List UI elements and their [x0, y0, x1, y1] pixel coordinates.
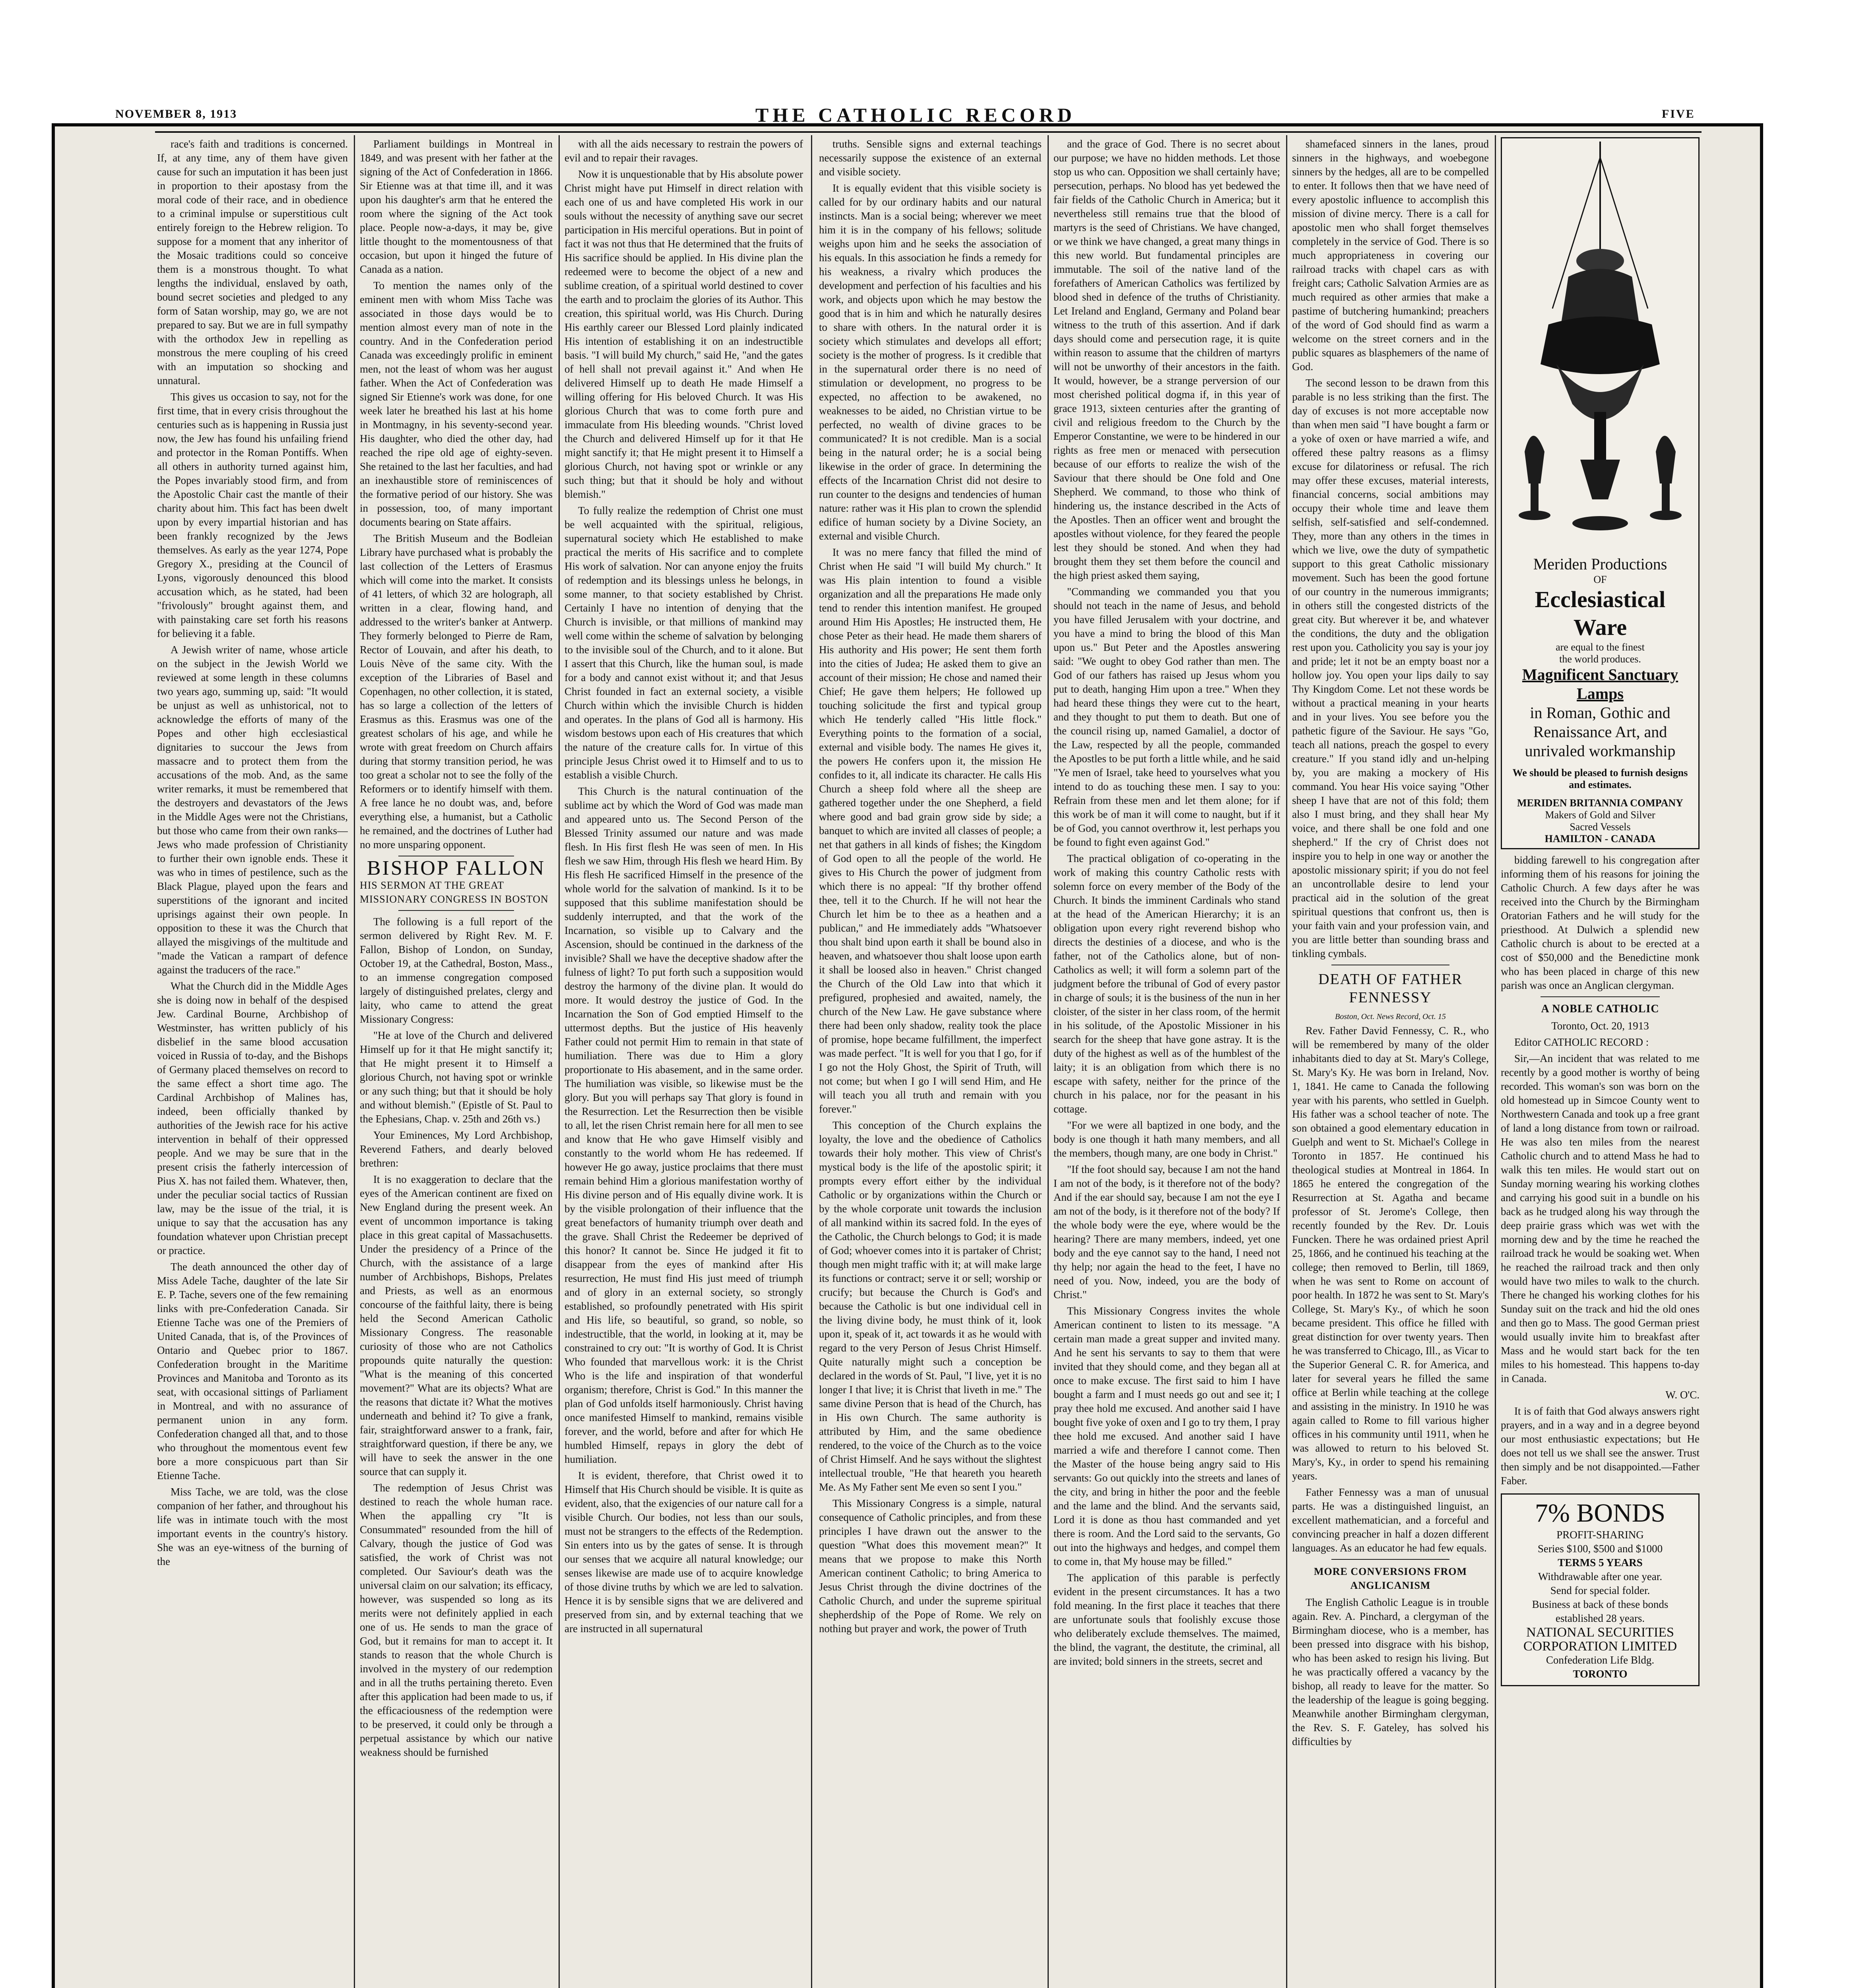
divider [1331, 1559, 1449, 1560]
column-divider [1495, 135, 1496, 1988]
ad-line: MERIDEN BRITANNIA COMPANY [1517, 797, 1683, 809]
ad-line: TORONTO [1573, 1668, 1628, 1680]
ad-line: CORPORATION LIMITED [1523, 1639, 1677, 1654]
ad-line: in Roman, Gothic and [1530, 704, 1671, 722]
ad-line: Makers of Gold and Silver [1545, 809, 1655, 821]
paragraph: The following is a full report of the sermon delivered by Right Rev. M. F. Fallon, Bishop of London, on Sunday, October 19, at the Cathedral, Boston, Mass., to an immense congregation composed largely of distinguished prelates, clergy and laity, who came to attend the great Missionary Congress: [360, 916, 553, 1025]
masthead: THE CATHOLIC RECORD [755, 104, 1076, 126]
paragraph: The practical obligation of co-operating in the work of making this country Catholic rests with solemn force on every member of the Body of the Church. It binds the imminent Cardinals who stand at the head of the American Hierarchy; it is an obligation upon every right reverend bishop who directs the destinies of a diocese, and who is the father, not of the Catholics alone, but of non-Catholics as well; it will form a solemn part of the judgment before the tribunal of God of every pastor in charge of souls; it is the business of the nun in her cloister, of the sister in her class room, of the hermit in his solitude, of the Apostolic Missioner in his search for the sheep that have gone astray. It is the duty of the highest as well as of the humblest of the laity; it is an obligation from which there is no escape with safety, neither for the prince of the church in his palace, nor for the peasant in his cottage. [1054, 852, 1280, 1115]
paragraph: To fully realize the redemption of Christ one must be well acquainted with the spiritual, religious, supernatural society which He established to make practical the merits of His sacrifice and to complete His work of salvation. Nor can anyone enjoy the fruits of redemption and its blessings unless he belongs, in some manner, to that society established by Christ. Certainly I have no intention of denying that the Church is invisible, or that millions of mankind may well come within the scheme of salvation by belonging to the invisible soul of the Church, and to it alone. But I assert that this Church, like the human soul, is made for a body and cannot exist without it; and that Jesus Christ founded in fact an external society, a visible Church within which the invisible Church is hidden and operates. In the plans of God all is harmony. His wisdom bestows upon each of His creatures that which the nature of the creature calls for. In virtue of this principle Jesus Christ owed it to Himself and to us to establish a visible Church. [565, 505, 803, 781]
ad-line: Magnificent Sanctuary Lamps [1522, 666, 1678, 703]
column-5 [1054, 137, 1280, 1988]
paragraph: The second lesson to be drawn from this parable is no less striking than the first. The day of excuses is not more acceptable now than when men said "I have bought a farm or a yoke of oxen or have married a wife, and offered these paltry reasons as a flimsy excuse for dilatoriness or refusal. The rich may offer these excuses, material interests, financial concerns, social ambitions may occupy their whole time and leave them selfish, self-satisfied and self-condemned. They, more than any others in the times in which we live, owe the duty of sympathetic support to this great Catholic missionary movement. Such has been the good fortune of our country in the numerous immigrants; in others still the congested districts of the great city. But wherever it be, and whatever the conditions, the duty and the obligation rest upon you. Catholicity you say is your joy and pride; let it not be an empty boast nor a hollow joy. You open your lips daily to say Thy Kingdom Come. Let not these words be without a practical meaning in your hearts and in your lives. You see before you the pathetic figure of the Saviour. He says "Go, teach all nations, preach the gospel to every creature." If you stand idly and un-helping by, you are making a mockery of His command. You hear His voice saying "Other sheep I have that are not of this fold; them also I must bring, and they shall hear My voice, and there shall be one fold and one shepherd." If the cry of Christ does not inspire you to help in one way or another the apostolic missionary spirit; if you do not feel an uncontrollable desire to lend your practical aid in the solution of the great spiritual questions that confront us, then is your faith vain and your profession vain, and you are little better than sounding brass and tinkling cymbals. [1292, 377, 1489, 959]
column-divider [559, 135, 560, 1988]
advertisement-meriden [1501, 137, 1700, 849]
ad-line: Renaissance Art, and [1533, 723, 1667, 741]
paragraph: This Missionary Congress is a simple, natural consequence of Catholic principles, and from these principles I have drawn out the answer to the question "What does this movement mean?" It means that we propose to make this North American continent Catholic; to bring America to Jesus Christ through the divine doctrines of the Catholic Church, and under the supreme spiritual shepherdship of the Pope of Rome. We rely on nothing but prayer and work, the power of Truth [819, 1497, 1042, 1635]
paragraph: The application of this parable is perfectly evident in the present circumstances. It has a two fold meaning. In the first place it teaches that there are unfortunate souls that foolishly excuse those who deliberately exclude themselves. The maimed, the blind, the vagrant, the destitute, the criminal, all are invited; bold sinners in the streets, secret and [1054, 1572, 1280, 1667]
article-headline: A NOBLE CATHOLIC [1541, 1003, 1659, 1015]
article-headline: DEATH OF FATHER FENNESSY [1318, 971, 1463, 1006]
article-subheadline: HIS SERMON AT THE GREAT MISSIONARY CONGRESS IN BOSTON [360, 879, 549, 905]
dateline: Toronto, Oct. 20, 1913 [1551, 1020, 1649, 1032]
paragraph: race's faith and traditions is concerned. If, at any time, any of them have given cause for such an imputation it has been just in proportion to their apostasy from the moral code of their race, and in obedience to a criminal impulse or superstitious cult entirely foreign to the Hebrew religion. To suppose for a moment that any inheritor of the Mosaic traditions could so conceive them is a monstrous thought. To what lengths the individual, enslaved by oath, bound secret societies and pledged to any form of Satan worship, may go, we are not prepared to say. But we are in full sympathy with the orthodox Jew in repelling as monstrous the mere coupling of his creed with an imputation so shocking and unnatural. [157, 138, 348, 386]
paragraph: and the grace of God. There is no secret about our purpose; we have no hidden methods. Let those stop us who can. Opposition we shall certainly have; persecution, perhaps. No blood has yet bedewed the fair fields of the Catholic Church in America; but it nevertheless still remains true that the blood of martyrs is the seed of Christians. We have changed, or we think we have changed, a great many things in this new world. But fundamental principles are immutable. The soil of the native land of the forefathers of American Catholics was fertilized by blood shed in defence of the truths of Christianity. Let Ireland and England, Germany and Poland bear witness to the truth of this assertion. And if dark days should come and persecution rage, it is quite within reason to assume that the children of martyrs will not be unworthy of their ancestors in the faith. It would, however, be a strange perversion of our most cherished political dogma if, in this year of grace 1913, sixteen centuries after the granting of civil and religious freedom to the Church by the Emperor Constantine, we were to be hindered in our rights as free men or menaced with persecution because of our efforts to realize the wish of the Saviour that there should be One fold and One Shepherd. We command, to those who think of hindering us, the instance described in the Acts of the Apostles. Then an officer went and brought the apostles without violence, for they feared the people lest they should be stoned. And when they had brought them they set them before the council and the high priest asked them saying, [1054, 138, 1280, 581]
paragraph: with all the aids necessary to restrain the powers of evil and to repair their ravages. [565, 138, 803, 164]
header-rule [155, 131, 1702, 133]
paragraph: The British Museum and the Bodleian Library have purchased what is probably the last collection of the Letters of Erasmus which will come into the market. It consists of 41 letters, of which 32 are holograph, all written in a clear, flowing hand, and addressed to the writer's banker at Antwerp. They formerly belonged to Pierre de Ram, Rector of Louvain, and after his death, to Louis Nève of the same city. With the exception of the Libraries of Basel and Copenhagen, no other collection, it is stated, has so large a collection of the letters of Erasmus as this. Erasmus was one of the greatest scholars of his age, and while he wrote with great freedom on Church affairs during that stormy transition period, he was too great a scholar not to see the folly of the Reformers or to identify himself with them. A free lance he no doubt was, and, before everything else, a humanist, but a Catholic he remained, and the doctrines of Luther had no more unsparing opponent. [360, 532, 553, 850]
paragraph: Parliament buildings in Montreal in 1849, and was present with her father at the signing of the Act of Confederation in 1866. Sir Etienne was at that time ill, and it was upon his daughter's arm that he entered the room where the signing of the Act took place. People now-a-days, it may be, give little thought to the momentousness of that occasion, but upon it hinged the future of Canada as a nation. [360, 138, 553, 275]
paragraph: Now it is unquestionable that by His absolute power Christ might have put Himself in direct relation with each one of us and have completed His work in our souls without the necessity of anything save our secret participation in His merciful operations. But in point of fact it was not thus that He determined that the fruits of His sacrifice should be applied. In His divine plan the redeemed were to become the object of a new and sublime creation, of a spiritual world destined to cover the earth and to proclaim the glories of its Author. This creation, this spiritual world, was His Church. During His earthly career our Blessed Lord plainly indicated His intention of establishing it on an indestructible basis. "I will build My church," said He, "and the gates of hell shall not prevail against it." And when He delivered Himself up to death He made Himself a willing offering for His beloved Church. It was His glorious Church that was to come forth pure and immaculate from His bleeding wounds. "Christ loved the Church and delivered Himself up for it that He might sanctify it; that He might present it to Himself a glorious Church, not having spot or wrinkle or any such thing; but that it should be holy and without blemish." [565, 168, 803, 500]
page-header [0, 103, 1851, 135]
ad-line: Series $100, $500 and $1000 [1537, 1543, 1663, 1555]
paragraph: It is evident, therefore, that Christ owed it to Himself that His Church should be visible. It is quite as evident, also, that the exigencies of our nature call for a visible Church. Our bodies, not less than our souls, must not be strangers to the effects of the Redemption. Sin enters into us by the gates of sense. It is through our senses that we acquire all natural knowledge; our senses likewise are made use of to acquire knowledge of those divine truths by which we are led to salvation. Hence it is by sensible signs that we are delivered and preserved from sin, and by external teaching that we are instructed in all supernatural [565, 1470, 803, 1635]
paragraph: Sir,—An incident that was related to me recently by a good mother is worthy of being recorded. This woman's son was born on the old homestead up in Simcoe County went to Northwestern Canada and took up a free grant of land a long distance from town or railroad. He was also ten miles from the nearest Catholic church and to attend Mass he had to walk this ten miles. He would start out on Sunday morning wearing his working clothes and carrying his good suit in a bundle on his back as he trudged along his way through the deep prairie grass which was wet with the morning dew and by the time he reached the railroad track he would be soaking wet. When he reached the railroad track and then only would have two miles to walk to the church. There he changed his working clothes for his Sunday suit on the track and hid the old ones and then go to Mass. The good German priest would usually invite him to breakfast after Mass and he would start back for the ten miles to his homestead. This happens to-day in Canada. [1501, 1052, 1700, 1384]
paragraph: bidding farewell to his congregation after informing them of his reasons for joining the Catholic Church. A few days after he was received into the Church by the Birmingham Oratorian Fathers and he will study for the priesthood. At Dulwich a splendid new Catholic church is about to be erected at a cost of $50,000 and the Benedictine monk who has been placed in charge of this new parish was once an Anglican clergyman. [1501, 854, 1700, 991]
paragraph: This Church is the natural continuation of the sublime act by which the Word of God was made man and appeared unto us. The Second Person of the Blessed Trinity assumed our nature and was made flesh. In His first flesh He was seen of men. In His flesh we saw Him, through His flesh we heard Him. By His flesh He sacrificed Himself in the presence of the whole world for the salvation of mankind. Is it to be supposed that this sublime manifestation should be suddenly interrupted, and that the work of the Incarnation, so visible up to Calvary and the Ascension, should be continued in the darkness of the invisible? Shall we have the deceptive shadow after the fulness of light? To put forth such a supposition would destroy the harmony of the divine plan. It would do more. It would destroy the justice of God. In the Incarnation the Son of God emptied Himself to the uttermost depths. But the justice of His heavenly Father could not permit Him to remain in that state of humiliation. There was due to Him a glory proportionate to His abasement, and in the same order. The humiliation was visible, so likewise must be the glory. But you will perhaps say That glory is found in the Resurrection. Let the Resurrection then be visible to all, let the risen Christ remain here for all men to see and know that He who gave Himself visibly and constantly to the world whom He has redeemed. If however He go away, justice proclaims that there must remain behind Him a glorious manifestation worthy of His divine person and of His equally divine work. It is by the visible prolongation of their influence that the great benefactors of humanity triumph over death and the grave. Shall Christ the Redeemer be deprived of this honor? It cannot be. Since He judged it fit to disappear from the eyes of mankind after His resurrection, He must find His just meed of triumph and of glory in an external society, so strongly established, so profoundly penetrated with His spirit and His life, so beautiful, so grand, so noble, so indestructible, that the world, in looking at it, may be constrained to cry out: "It is worthy of God. It is Christ Who founded that marvellous work: it is the Christ Who is the life and inspiration of that wonderful organism; therefore, Christ is God." In this manner the plan of God unfolds itself harmoniously. Christ having once manifested Himself to mankind, remains visible forever, and the world, before and after for which He humbled Himself, repays in glory the debt of humiliation. [565, 785, 803, 1465]
byline: Boston, Oct. News Record, Oct. 15 [1335, 1012, 1446, 1021]
ad-title: 7% BONDS [1535, 1499, 1666, 1528]
article-headline: BISHOP FALLON [367, 857, 546, 879]
ad-line: PROFIT-SHARING [1556, 1529, 1644, 1541]
sanctuary-lamp-illustration [1509, 142, 1692, 551]
ad-line: are equal to the finest [1556, 641, 1645, 653]
paragraph: It is equally evident that this visible society is called for by our ordinary habits and our natural instincts. Man is a social being; wherever we meet him it is in the company of his fellows; solitude weighs upon him and he seeks the association of his equals. In this association he finds a remedy for his weakness, a rivalry which produces the development and perfection of his faculties and his work, and objects upon which he may bestow the good that is in him and which he naturally desires to share with others. In the natural order it is society which stimulates and develops all effort; society is the mother of progress. Is it credible that in the supernatural order there is no need of stimulation or development, no progress to be expected, no affection to be awakened, no weaknesses to be aided, no Christian virtue to be perfected, no wealth of divine graces to be communicated? It is not credible. Man is a social being in the natural order; he is a social being likewise in the order of grace. In determining the effects of the Incarnation Christ did not desire to run counter to the designs and tendencies of human nature: rather was it His plan to crown the splendid edifice of human society by a Divine Society, an external and visible Church. [819, 182, 1042, 542]
article-headline: MORE CONVERSIONS FROM ANGLICANISM [1314, 1566, 1467, 1591]
ad-line: Meriden Productions [1533, 555, 1667, 573]
signature: W. O'C. [1665, 1389, 1700, 1401]
paragraph: It is no exaggeration to declare that the eyes of the American continent are fixed on New England during the present week. An event of uncommon importance is taking place in this great capital of Massachusetts. Under the presidency of a Prince of the Church, with the assistance of a large number of Archbishops, Bishops, Prelates and Priests, as well as an enormous concourse of the faithful laity, there is being held the Second American Catholic Missionary Congress. The reasonable curiosity of those who are not Catholics propounds quite naturally the question: "What is the meaning of this concerted movement?" What are its objects? What are the reasons that dictate it? What the motives underneath and behind it? To give a frank, fair, straightforward answer to a frank, fair, straightforward question, if there be any, we will have to seek the answer in the one source that can supply it. [360, 1173, 553, 1477]
paragraph: This Missionary Congress invites the whole American continent to listen to its message. "A certain man made a great supper and invited many. And he sent his servants to say to them that were invited that they should come, and they began all at once to make excuse. The first said to him I have bought a farm and I must needs go out and see it; I pray thee hold me excused. And another said I have bought five yoke of oxen and I go to try them, I pray thee hold me excused. And another said I have married a wife and therefore I cannot come. Then the Master of the house being angry said to His servants: Go out quickly into the streets and lanes of the city, and bring in hither the poor and the feeble and the lame and the blind. And the servants said, Lord it is done as thou hast commanded and yet there is room. And the Lord said to the servants, Go out into the highways and hedges, and compel them to come in, that My house may be filled." [1054, 1305, 1280, 1567]
paragraph: shamefaced sinners in the lanes, proud sinners in the highways, and woebegone sinners by the hedges, all are to be compelled to enter. It follows then that we have need of every apostolic influence to accomplish this mission of divine mercy. There is a call for apostolic men who shall forget themselves completely in the service of God. There is so much appropriateness in covering our railroad tracks with chapel cars as with freight cars; Catholic Salvation Armies are as much required as other armies that make a pastime of butchering humankind; preachers of the word of God should find as warm a welcome on the street corners and in the public squares as blasphemers of the name of God. [1292, 138, 1489, 373]
ad-line: TERMS 5 YEARS [1558, 1557, 1643, 1569]
ad-line: We should be pleased to furnish designs and estimates. [1512, 767, 1688, 790]
paragraph: To mention the names only of the eminent men with whom Miss Tache was associated in those days would be to mention almost every man of note in the country. And in the Confederation period Canada was exceedingly prolific in eminent men, not the least of whom was her august father. When the Act of Confederation was signed Sir Etienne's work was done, for one week later he breathed his last at his home in Montmagny, in his seventy-second year. His daughter, who died the other day, had reached the ripe old age of eighty-seven. She retained to the last her faculties, and had an inexhaustible store of reminiscences of the formative period of our history. She was in possession, too, of many important documents bearing on State affairs. [360, 280, 553, 528]
ad-line: Send for special folder. [1550, 1584, 1650, 1596]
paragraph: It was no mere fancy that filled the mind of Christ when He said "I will build My church." It was His plain intention to found a visible organization and all the preparations He made only tend to render this intention manifest. He grouped around Him His Apostles; He instructed them, He chose Peter as their head. He made them sharers of His authority and His power; He sent them forth into the cities of Judea; He asked them to give an account of their mission; He chose and named their Chief; He gave them helpers; He followed up touching solicitude the first and typical group which He tenderly called "His little flock." Everything points to the formation of a social, external and visible body. The names He gives it, the powers He confers upon it, the mission He confides to it, all indicate its character. He calls His Church a sheep fold where all the sheep are gathered together under the one Shepherd, a field where good and bad grain grow side by side; a banquet to which are invited all classes of people; a net that gathers in all kinds of fishes; the Kingdom of God open to all the people of the world. He gives to His Church the power of judgment from which there is no appeal: "If thy brother offend thee, tell it to the Church. If he will not hear the Church let him be to thee as a heathen and a publican," and He immediately adds "Whatsoever thou shalt bind upon earth it shall be bound also in heaven, and whatsoever thou shalt loose upon earth it shall be loosed also in heaven." Christ changed the Church of the Old Law into that which it prefigured, prophesied and awaited, namely, the church of the New Law. He gave substance where there had been only shadow, reality took the place of promise, hope became fulfillment, the imperfect was made perfect. "It is well for you that I go, for if I go not the Holy Ghost, the Spirit of Truth, will not come; but when I go I will send Him, and He will teach you all truth and remain with you forever." [819, 546, 1042, 1115]
paragraph: truths. Sensible signs and external teachings necessarily suppose the existence of an external and visible society. [819, 138, 1042, 178]
paragraph: "For we were all baptized in one body, and the body is one though it hath many members, and all the members, though many, are one body in Christ." [1054, 1119, 1280, 1159]
ad-line: OF [1593, 574, 1607, 585]
ad-line: established 28 years. [1555, 1612, 1645, 1624]
advertisement-bonds [1501, 1493, 1700, 1686]
divider [398, 910, 514, 911]
column-divider [1048, 135, 1049, 1988]
divider [1541, 996, 1660, 997]
paragraph: The death announced the other day of Miss Adele Tache, daughter of the late Sir E. P. Tache, severs one of the few remaining links with pre-Confederation Canada. Sir Etienne Tache was one of the Premiers of United Canada, that is, of the Provinces of Ontario and Quebec prior to 1867. Confederation brought in the Maritime Provinces and Manitoba and Toronto as its seat, with occasional sittings of Parliament in Montreal, and with no assurance of permanent union in any form. Confederation changed all that, and to those who throughout the momentous event few bore a more conspicuous part than Sir Etienne Tache. [157, 1261, 348, 1481]
paragraph: Your Eminences, My Lord Archbishop, Reverend Fathers, and dearly beloved brethren: [360, 1129, 553, 1169]
paragraph: It is of faith that God always answers right prayers, and in a way and in a degree beyond our most enthusiastic expectations; but He does not tell us we shall see the answer. Trust then simply and be not disappointed.—Father Faber. [1501, 1405, 1700, 1487]
paragraph: "He at love of the Church and delivered Himself up for it that He might sanctify it; that He might present it to Himself a glorious Church, not having spot or wrinkle or any such thing; but that it should be holy and without blemish." (Epistle of St. Paul to the Ephesians, Chap. v. 25th and 26th vs.) [360, 1029, 553, 1125]
paragraph: The redemption of Jesus Christ was destined to reach the whole human race. When the appalling cry "It is Consummated" resounded from the hill of Calvary, though the justice of God was satisfied, the work of Christ was not completed. Our Saviour's death was the universal claim on our salvation; its efficacy, however, was suspended so long as its merits were not definitely applied in each one of us. He sends to man the grace of God, but it remains for man to accept it. It stands to reason that the whole Church is involved in the mystery of our redemption and in all the truths pertaining thereto. Even after this application had been made to us, if the efficaciousness of the redemption were to be preserved, it could only be through a perpetual assistance by which our native weakness should be furnished [360, 1482, 553, 1758]
paragraph: Rev. Father David Fennessy, C. R., who will be remembered by many of the older inhabitants died to day at St. Mary's College, St. Mary's Ky. He was born in Ireland, Nov. 1, 1841. He came to Canada the following year with his parents, who settled in Guelph. His father was a school teacher of note. The son obtained a good elementary education in Guelph and went to St. Michael's College in Toronto in 1857. He continued his theological studies at Montreal in 1864. In 1865 he entered the congregation of the Resurrection at St. Agatha and became professor of St. Jerome's College, then recently founded by the Rev. Dr. Louis Funcken. There he was ordained priest April 25, 1866, and he continued his teaching at the college; then removed to Berlin, till 1869, when he was sent to Rome on account of poor health. In 1872 he was sent to St. Mary's College, St. Mary's Ky., of which he soon became president. This office he filled with great distinction for over twenty years. Then he was transferred to Chicago, Ill., as Vicar to the Superior General C. R. for America, and later for several years he filled the same office at Berlin while teaching at the college and assisting in the ministry. In 1910 he was again called to Rome to fill various higher offices in his community until 1911, when he was allowed to return to his beloved St. Mary's, Ky., in order to spend his remaining years. [1292, 1025, 1489, 1482]
ad-title: Ware [1573, 614, 1627, 640]
column-6 [1292, 137, 1489, 1988]
ad-line: Sacred Vessels [1570, 821, 1631, 833]
issue-date: NOVEMBER 8, 1913 [115, 107, 237, 120]
column-7 [1501, 137, 1700, 1988]
paragraph: Father Fennessy was a man of unusual parts. He was a distinguished linguist, an excellent mathematician, and a forceful and convincing preacher in half a dozen different languages. As an educator he had few equals. [1292, 1486, 1489, 1554]
salutation: Editor CATHOLIC RECORD : [1514, 1036, 1649, 1048]
ad-line: Confederation Life Bldg. [1546, 1654, 1655, 1666]
paragraph: What the Church did in the Middle Ages she is doing now in behalf of the despised Jew. Cardinal Bourne, Archbishop of Westminster, has written publicly of his disbelief in the same blood accusation voiced in Russia of to-day, and the Bishops of Germany placed themselves on record to the same effect a short time ago. The Cardinal Archbishop of Malines has, indeed, been officially thanked by authorities of the Jewish race for his active intervention in behalf of their oppressed people. And we may be sure that in the present crisis the fatherly intercession of Pius X. has not failed them. Whatever, then, under the peculiar social tactics of Russian law, may be the issue of the trial, it is unique to say that the accusation has any foundation whatever upon Christian precept or practice. [157, 980, 348, 1256]
paragraph: "Commanding we commanded you that you should not teach in the name of Jesus, and behold you have filled Jerusalem with your doctrine, and you have a mind to bring the blood of this Man upon us." But Peter and the Apostles answering said: "We ought to obey God rather than men. The God of our fathers has raised up Jesus whom you put to death, hanging Him upon a tree." When they had heard these things they were cut to the heart, and they thought to put them to death. But one of the council rising up, named Gamaliel, a doctor of the Law, respected by all the people, commanded the Apostles to be put forth a little while, and he said "Ye men of Israel, take heed to yourselves what you intend to do as touching these men. I say to you: Refrain from these men and let them alone; for if this work be of man it will come to naught, but if it be of God, you cannot overthrow it, lest perhaps you be found to fight even against God." [1054, 586, 1280, 848]
paragraph: This gives us occasion to say, not for the first time, that in every crisis throughout the centuries such as is happening in Russia just now, the Jew has found his unfailing friend and protector in the Roman Pontiffs. When all others in authority turned against him, the Popes invariably stood firm, and from the Apostolic Chair cast the mantle of their charity about him. This fact has been dwelt upon by every impartial historian and has been frankly recognized by the Jews themselves. As early as the year 1274, Pope Gregory X., presiding at the Council of Lyons, vigorously denounced this blood accusation which, as he stated, had been "frivolously" brought against them, and with painstaking care set forth his reasons for believing it a fable. [157, 391, 348, 639]
paragraph: This conception of the Church explains the loyalty, the love and the obedience of Catholics towards their holy mother. This view of Christ's mystical body is the life of the apostolic spirit; it prompts every effort either by the individual Catholic or by organizations within the Church or by the whole corporate unit towards the inclusion of all mankind within its sacred fold. In the eyes of the Catholic, the Church belongs to God; it is made of God; whoever comes into it is partaker of Christ; though men might traffic with it; at will make large its functions or contract; serve it or sell; worship or crucify; but because the Church is God's and because the Catholic is but one individual cell in the living divine body, he must think of it, look upon it, speak of it, act towards it as he would with regard to the very Person of Jesus Christ Himself. Quite naturally might such a conception be declared in the words of St. Paul, "I live, yet it is no longer I that live; it is Christ that liveth in me." The same divine Person that is head of the Church, has in His own Church. The same authority is attributed by Him, and the same obedience rendered, to the voice of the Church as to the voice of Christ Himself. And he says without the slightest intellectual trouble, "He that heareth you heareth Me. As My Father sent Me even so sent I you." [819, 1119, 1042, 1493]
ad-line: the world produces. [1559, 653, 1641, 665]
ad-line: HAMILTON - CANADA [1544, 833, 1656, 845]
column-divider [811, 135, 812, 1988]
ad-line: Withdrawable after one year. [1538, 1571, 1663, 1582]
paragraph: The English Catholic League is in trouble again. Rev. A. Pinchard, a clergyman of the Birmingham diocese, who is a member, has been pressed into disgrace with his bishop, who has been asked to resign his living. But he was practically offered a vacancy by the bishop, all ready to leave for the matter. So the leadership of the league is going begging. Meanwhile another Birmingham clergyman, the Rev. S. F. Gateley, has solved his difficulties by [1292, 1596, 1489, 1747]
column-divider [354, 135, 355, 1988]
column-divider [1286, 135, 1287, 1988]
column-4 [819, 137, 1042, 1988]
ad-line: Business at back of these bonds [1532, 1598, 1669, 1610]
column-2 [360, 137, 553, 1988]
column-1 [157, 137, 348, 1988]
paragraph: "If the foot should say, because I am not the hand I am not of the body, is it therefore not of the body? And if the ear should say, because I am not the eye I am not of the body, is it therefore not of the body? If the whole body were the eye, where would be the hearing? There are many members, indeed, yet one body and the eye cannot say to the hand, I need not thy help; nor again the head to the feet, I have no need of you. Now, indeed, you are the body of Christ." [1054, 1163, 1280, 1301]
ad-line: NATIONAL SECURITIES [1526, 1625, 1674, 1640]
paragraph: Miss Tache, we are told, was the close companion of her father, and throughout his life was in intimate touch with the most important events in the country's history. She was an eye-witness of the burning of the [157, 1486, 348, 1567]
paragraph: A Jewish writer of name, whose article on the subject in the Jewish World we reviewed at some length in these columns two years ago, summing up, said: "It would be unjust as well as unhistorical, not to acknowledge the efforts of many of the Popes and other high ecclesiastical dignitaries to succour the Jews from massacre and to protect them from the accusations of the mob. And, as the same writer remarks, it must be remembered that the destroyers and devastators of the Jews in the Middle Ages were not the Christians, but those who came from their own ranks—Jews who made profession of Christianity to further their own ignoble ends. These it was who in times of pestilence, such as the Black Plague, played upon the fears and superstitions of the ignorant and incited uprisings against their own people. In opposition to these it was the Church that allayed the misgivings of the multitude and "made the Vatican a rampart of defence against the traducers of the race." [157, 644, 348, 976]
ad-title: Ecclesiastical [1535, 586, 1666, 612]
column-3 [565, 137, 803, 1988]
ad-line: unrivaled workmanship [1525, 742, 1676, 760]
page-number: FIVE [1662, 107, 1695, 120]
